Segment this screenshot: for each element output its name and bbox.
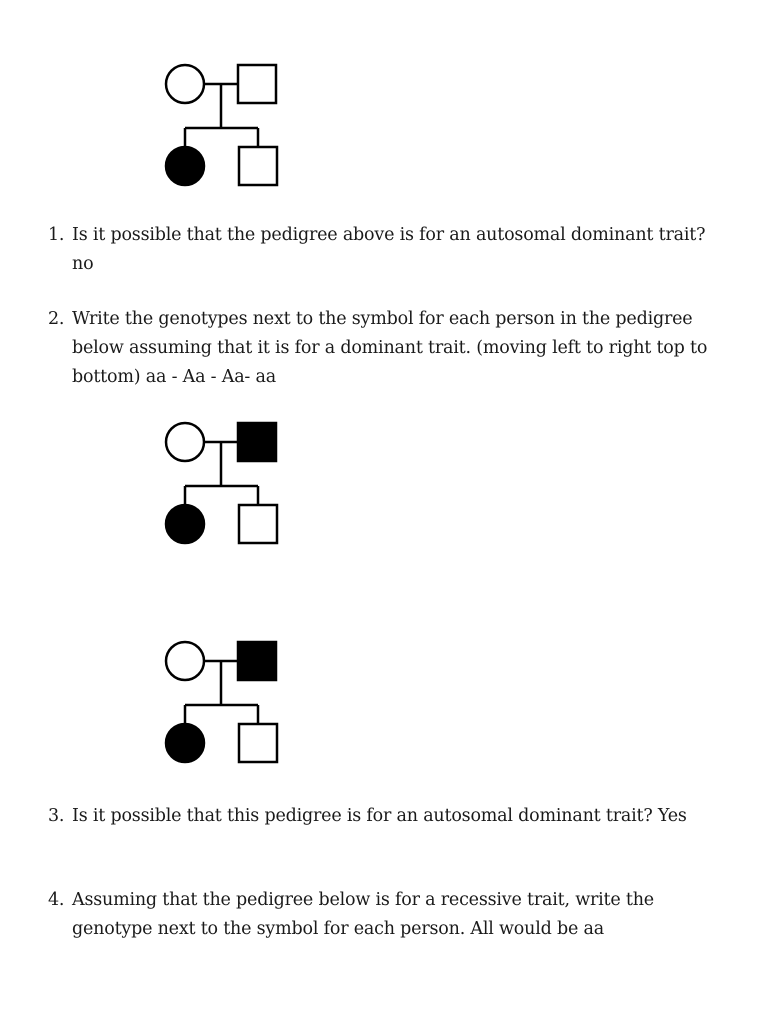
- question-body: [72, 886, 728, 944]
- daughter-circle: [166, 147, 204, 185]
- question-number: 4.: [48, 890, 65, 910]
- question-text: Assuming that the pedigree below is for a recessive trait, write the genotype next to the symbol for each person.: [72, 890, 654, 939]
- father-square: [238, 642, 276, 680]
- question-text: Write the genotypes next to the symbol for each person in the pedigree below assuming that it is for a dominant trait. (moving left to right top to bottom): [72, 309, 708, 387]
- pedigree-1: [160, 60, 280, 188]
- question-body: [72, 802, 728, 831]
- question-4: [48, 886, 728, 944]
- son-square: [239, 147, 277, 185]
- question-number: 1.: [48, 225, 65, 245]
- question-text: Is it possible that the pedigree above is for an autosomal dominant trait?: [72, 225, 706, 245]
- question-answer: Yes: [652, 806, 687, 826]
- pedigree-2-diagram: [160, 418, 280, 546]
- question-body: [72, 305, 728, 392]
- question-answer: no: [72, 254, 94, 274]
- daughter-circle: [166, 505, 204, 543]
- mother-circle: [166, 65, 204, 103]
- question-answer: All would be aa: [465, 919, 604, 939]
- pedigree-1-diagram: [160, 60, 280, 188]
- daughter-circle: [166, 724, 204, 762]
- question-3: [48, 802, 728, 831]
- son-square: [239, 724, 277, 762]
- mother-circle: [166, 642, 204, 680]
- father-square: [238, 65, 276, 103]
- question-text: Is it possible that this pedigree is for an autosomal dominant trait?: [72, 806, 653, 826]
- question-number: 2.: [48, 309, 65, 329]
- question-answer: aa - Aa - Aa- aa: [140, 367, 276, 387]
- pedigree-3: [160, 637, 280, 765]
- pedigree-2: [160, 418, 280, 546]
- question-2: [48, 305, 728, 392]
- question-body: [72, 221, 728, 279]
- father-square: [238, 423, 276, 461]
- question-number: 3.: [48, 806, 65, 826]
- son-square: [239, 505, 277, 543]
- pedigree-3-diagram: [160, 637, 280, 765]
- mother-circle: [166, 423, 204, 461]
- question-1: [48, 221, 728, 279]
